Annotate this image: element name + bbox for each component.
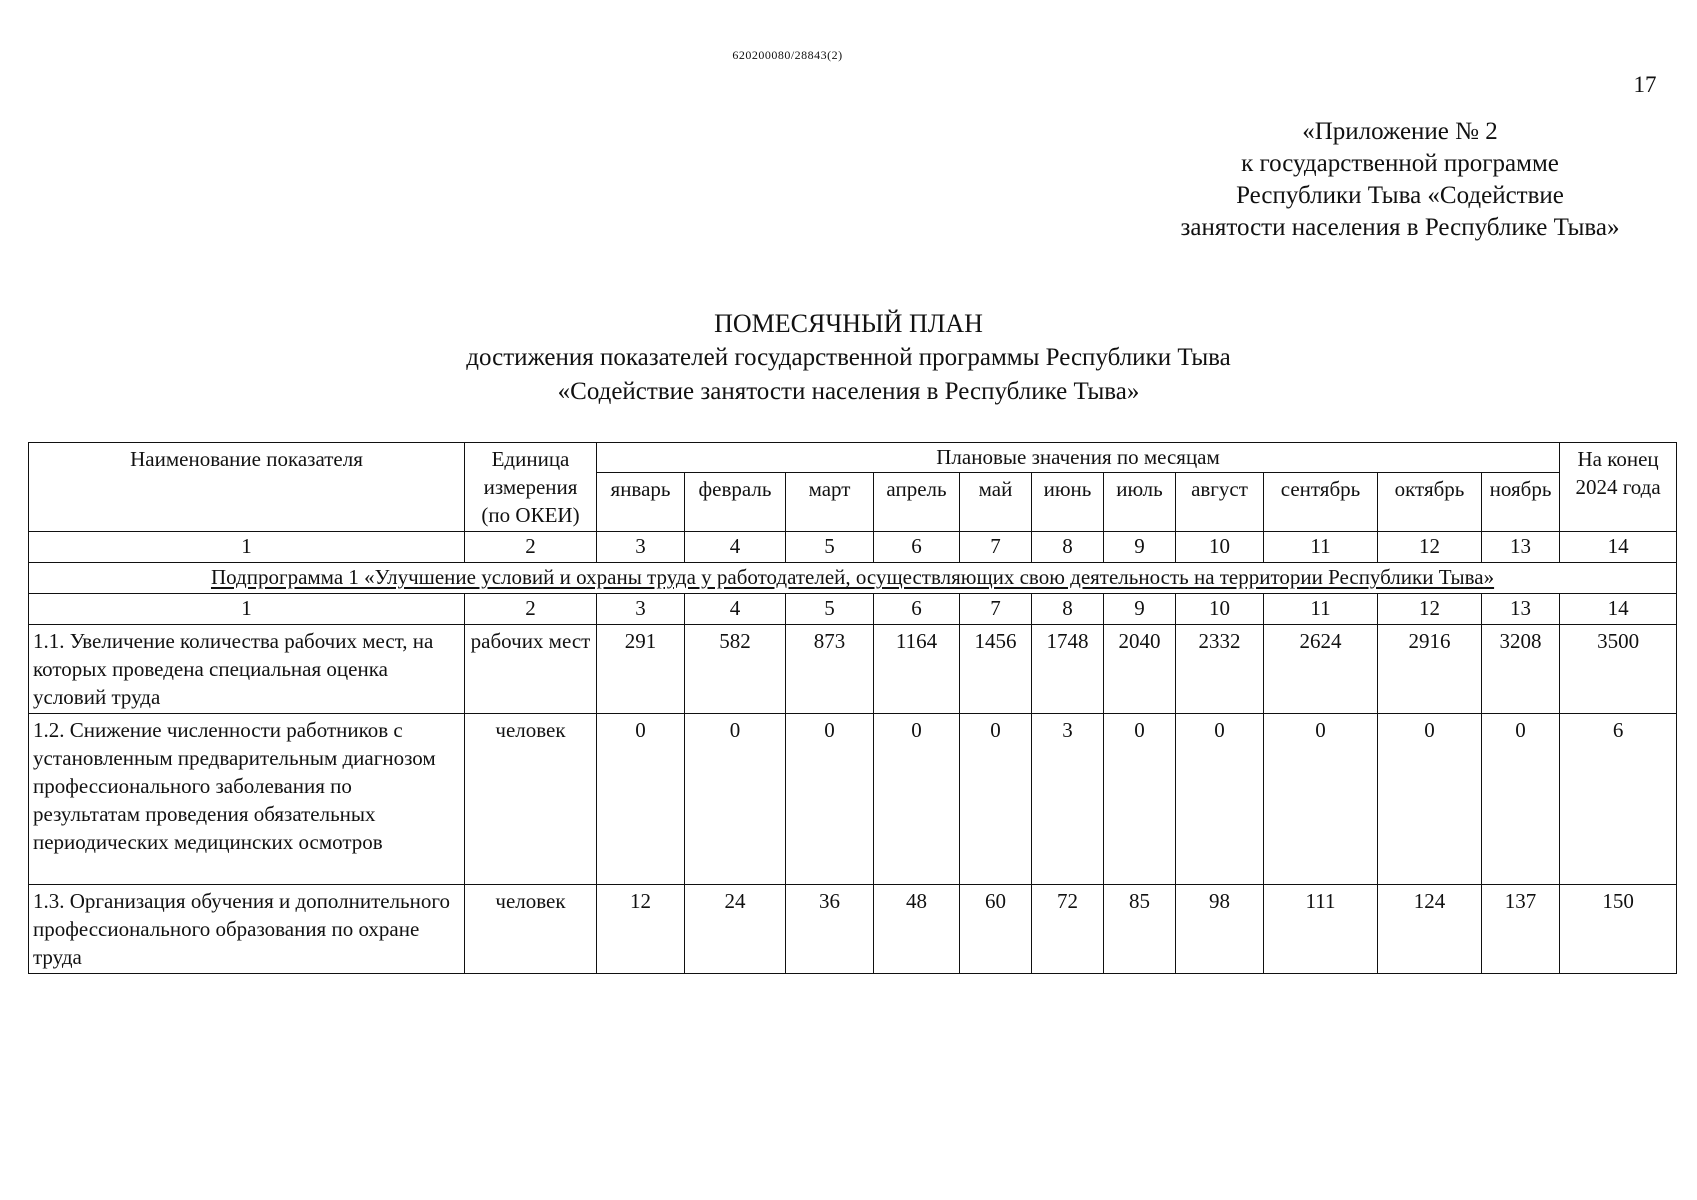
page-number: 17 xyxy=(1633,72,1657,97)
column-number: 11 xyxy=(1264,532,1378,563)
month-value: 124 xyxy=(1378,885,1482,974)
indicator-name: 1.2. Снижение численности работников с установленным предварительным диагнозом профессионального заболевания по результатам проведения обязательных периодических медицинских осмотров xyxy=(29,714,465,885)
column-number: 12 xyxy=(1378,532,1482,563)
column-number: 3 xyxy=(597,594,685,625)
table-row xyxy=(29,625,1677,714)
month-value: 0 xyxy=(1378,714,1482,885)
month-value: 0 xyxy=(1482,714,1560,885)
column-number: 8 xyxy=(1032,532,1104,563)
monthly-plan-table xyxy=(28,442,1677,974)
end-of-year-value: 3500 xyxy=(1560,625,1677,714)
month-header: май xyxy=(960,473,1032,532)
month-value: 85 xyxy=(1104,885,1176,974)
column-number: 14 xyxy=(1560,594,1677,625)
month-value: 24 xyxy=(685,885,786,974)
indicator-name: 1.1. Увеличение количества рабочих мест, на которых проведена специальная оценка условий труда xyxy=(29,625,465,714)
month-value: 111 xyxy=(1264,885,1378,974)
appendix-line: занятости населения в Республике Тыва» xyxy=(1180,214,1620,241)
month-header: февраль xyxy=(685,473,786,532)
indicator-name: 1.3. Организация обучения и дополнительного профессионального образования по охране труда xyxy=(29,885,465,974)
title-subtitle: достижения показателей государственной программы Республики Тыва xyxy=(466,344,1231,371)
column-number: 10 xyxy=(1176,532,1264,563)
column-number: 13 xyxy=(1482,532,1560,563)
month-value: 2332 xyxy=(1176,625,1264,714)
column-number: 12 xyxy=(1378,594,1482,625)
column-number: 5 xyxy=(786,594,874,625)
column-header-end-of-year: На конец 2024 года xyxy=(1560,443,1677,532)
column-number: 9 xyxy=(1104,594,1176,625)
column-number: 1 xyxy=(29,594,465,625)
appendix-line: «Приложение № 2 xyxy=(1302,118,1498,145)
appendix-heading xyxy=(1110,116,1690,244)
month-header: август xyxy=(1176,473,1264,532)
column-number: 13 xyxy=(1482,594,1560,625)
month-value: 873 xyxy=(786,625,874,714)
subprogram-label: Подпрограмма 1 «Улучшение условий и охраны труда у работодателей, осуществляющих свою деятельность на территории Республики Тыва» xyxy=(210,565,1495,589)
table-row xyxy=(29,885,1677,974)
month-value: 582 xyxy=(685,625,786,714)
column-number: 10 xyxy=(1176,594,1264,625)
subprogram-title xyxy=(29,563,1677,594)
month-value: 36 xyxy=(786,885,874,974)
end-of-year-value: 6 xyxy=(1560,714,1677,885)
indicator-unit: рабочих мест xyxy=(465,625,597,714)
document-code: 620200080/28843(2) xyxy=(732,48,843,62)
column-number: 7 xyxy=(960,532,1032,563)
month-value: 98 xyxy=(1176,885,1264,974)
column-number: 8 xyxy=(1032,594,1104,625)
month-header: ноябрь xyxy=(1482,473,1560,532)
document-title xyxy=(0,307,1697,409)
appendix-line: Республики Тыва «Содействие xyxy=(1236,182,1564,209)
month-value: 137 xyxy=(1482,885,1560,974)
title-main: ПОМЕСЯЧНЫЙ ПЛАН xyxy=(714,309,983,338)
month-value: 2624 xyxy=(1264,625,1378,714)
column-number: 14 xyxy=(1560,532,1677,563)
month-value: 291 xyxy=(597,625,685,714)
column-number: 6 xyxy=(874,594,960,625)
column-header-name: Наименование показателя xyxy=(29,443,465,532)
month-value: 0 xyxy=(1104,714,1176,885)
month-value: 48 xyxy=(874,885,960,974)
column-number: 5 xyxy=(786,532,874,563)
column-number: 6 xyxy=(874,532,960,563)
month-header: октябрь xyxy=(1378,473,1482,532)
month-value: 0 xyxy=(685,714,786,885)
column-number: 1 xyxy=(29,532,465,563)
month-value: 2040 xyxy=(1104,625,1176,714)
month-header: январь xyxy=(597,473,685,532)
month-value: 1748 xyxy=(1032,625,1104,714)
column-number: 7 xyxy=(960,594,1032,625)
month-value: 2916 xyxy=(1378,625,1482,714)
month-value: 0 xyxy=(1176,714,1264,885)
month-value: 1456 xyxy=(960,625,1032,714)
month-header: июнь xyxy=(1032,473,1104,532)
end-of-year-value: 150 xyxy=(1560,885,1677,974)
month-value: 0 xyxy=(597,714,685,885)
month-header: март xyxy=(786,473,874,532)
table-row xyxy=(29,714,1677,885)
column-number: 4 xyxy=(685,594,786,625)
column-number: 11 xyxy=(1264,594,1378,625)
month-header: июль xyxy=(1104,473,1176,532)
column-number: 4 xyxy=(685,532,786,563)
indicator-unit: человек xyxy=(465,885,597,974)
column-number-row xyxy=(29,594,1677,625)
month-value: 0 xyxy=(960,714,1032,885)
indicator-unit: человек xyxy=(465,714,597,885)
month-value: 12 xyxy=(597,885,685,974)
column-number-row xyxy=(29,532,1677,563)
month-value: 60 xyxy=(960,885,1032,974)
month-value: 3 xyxy=(1032,714,1104,885)
month-value: 3208 xyxy=(1482,625,1560,714)
month-header: сентябрь xyxy=(1264,473,1378,532)
month-header: апрель xyxy=(874,473,960,532)
title-subtitle: «Содействие занятости населения в Республике Тыва» xyxy=(557,378,1140,405)
header-row xyxy=(29,443,1677,473)
month-value: 72 xyxy=(1032,885,1104,974)
column-number: 3 xyxy=(597,532,685,563)
column-number: 9 xyxy=(1104,532,1176,563)
month-value: 0 xyxy=(1264,714,1378,885)
column-number: 2 xyxy=(465,594,597,625)
month-value: 1164 xyxy=(874,625,960,714)
subprogram-row xyxy=(29,563,1677,594)
month-value: 0 xyxy=(874,714,960,885)
column-header-unit: Единица измерения (по ОКЕИ) xyxy=(465,443,597,532)
column-number: 2 xyxy=(465,532,597,563)
appendix-line: к государственной программе xyxy=(1241,150,1559,177)
column-header-plan-group: Плановые значения по месяцам xyxy=(597,443,1560,473)
month-value: 0 xyxy=(786,714,874,885)
